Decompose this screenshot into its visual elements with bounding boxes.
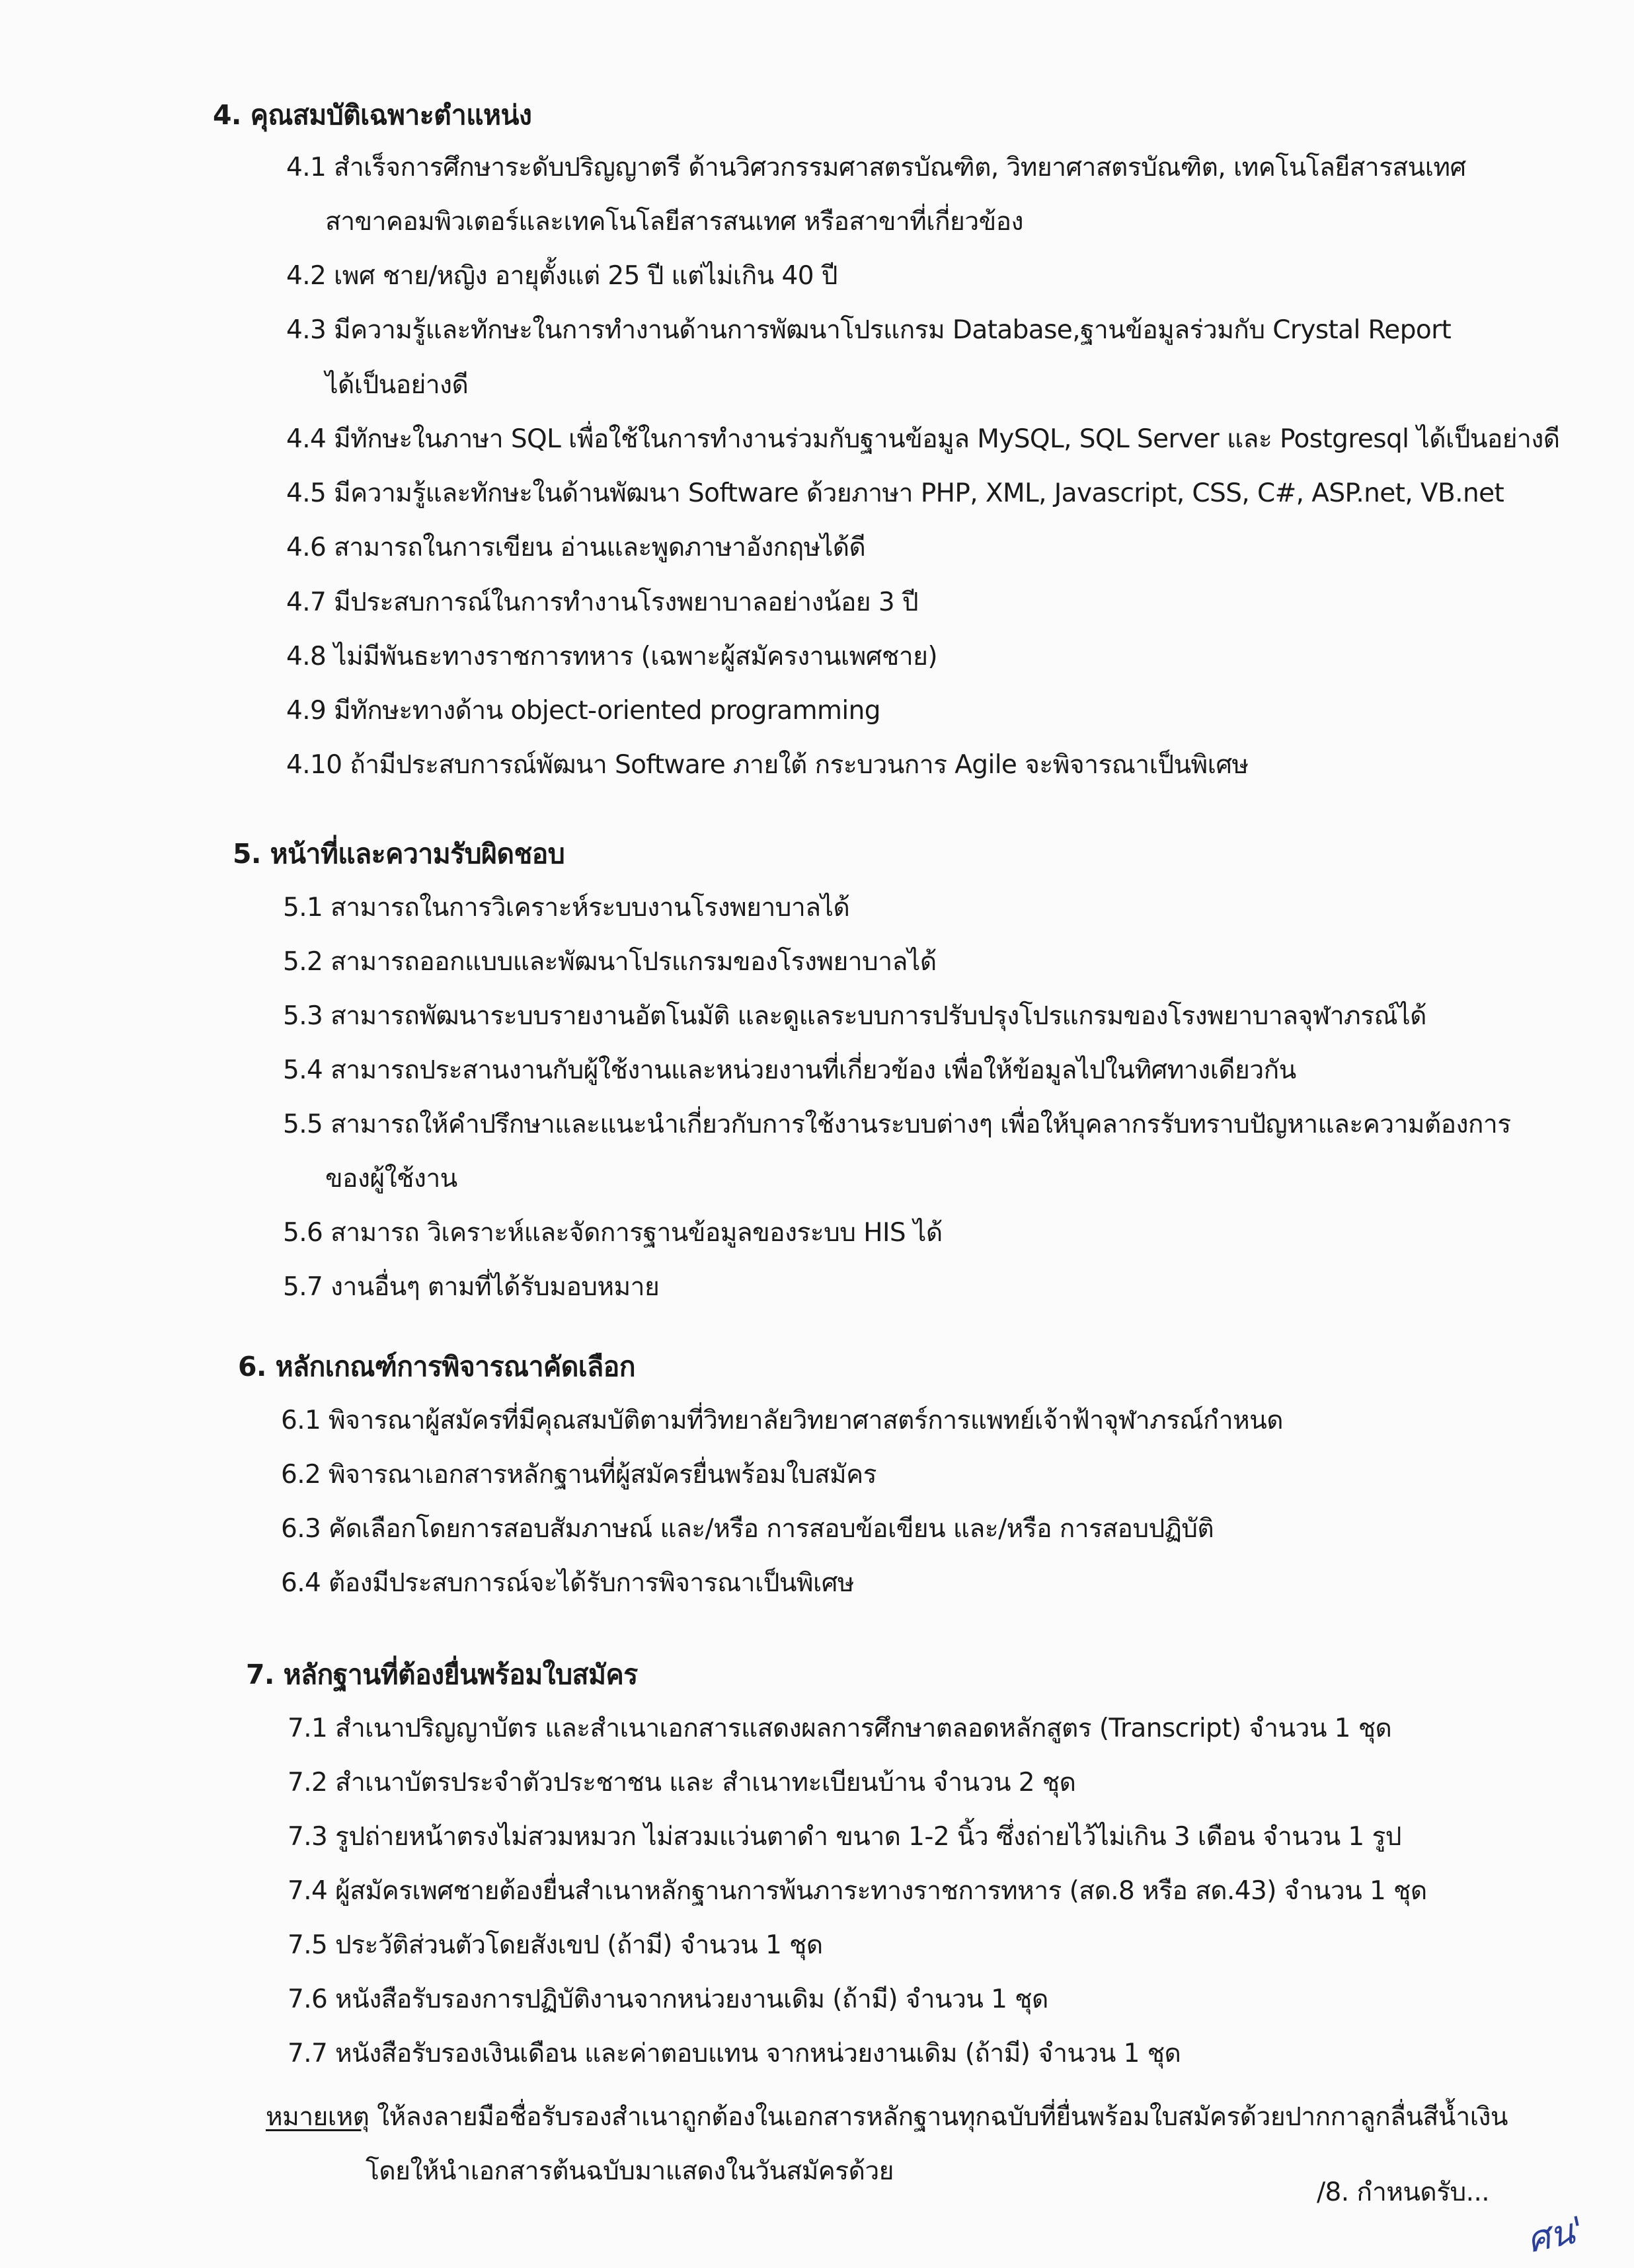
item-4-2: 4.2 เพศ ชาย/หญิง อายุตั้งแต่ 25 ปี แต่ไม่เกิน 40 ปี — [286, 261, 837, 291]
item-4-6: 4.6 สามารถในการเขียน อ่านและพูดภาษาอังกฤษได้ดี — [286, 533, 866, 562]
item-6-1: 6.1 พิจารณาผู้สมัครที่มีคุณสมบัติตามที่วิทยาลัยวิทยาศาสตร์การแพทย์เจ้าฟ้าจุฬาภรณ์กำหนด — [281, 1406, 1283, 1435]
section-7-heading: 7. หลักฐานที่ต้องยื่นพร้อมใบสมัคร — [246, 1659, 638, 1690]
item-7-6: 7.6 หนังสือรับรองการปฏิบัติงานจากหน่วยงานเดิม (ถ้ามี) จำนวน 1 ชุด — [288, 1984, 1048, 2014]
item-7-1: 7.1 สำเนาปริญญาบัตร และสำเนาเอกสารแสดงผลการศึกษาตลอดหลักสูตร (Transcript) จำนวน 1 ชุด — [288, 1714, 1392, 1743]
note-continuation: โดยให้นำเอกสารต้นฉบับมาแสดงในวันสมัครด้วย — [366, 2156, 894, 2186]
item-5-3: 5.3 สามารถพัฒนาระบบรายงานอัตโนมัติ และดูแลระบบการปรับปรุงโปรแกรมของโรงพยาบาลจุฬาภรณ์ได้ — [283, 1001, 1426, 1031]
note-line — [266, 2099, 1508, 2136]
item-5-5-cont: ของผู้ใช้งาน — [325, 1164, 457, 1193]
item-5-6: 5.6 สามารถ วิเคราะห์และจัดการฐานข้อมูลของระบบ HIS ได้ — [283, 1218, 943, 1248]
item-4-7: 4.7 มีประสบการณ์ในการทำงานโรงพยาบาลอย่างน้อย 3 ปี — [286, 587, 919, 617]
item-5-4: 5.4 สามารถประสานงานกับผู้ใช้งานและหน่วยงานที่เกี่ยวข้อง เพื่อให้ข้อมูลไปในทิศทางเดียวกัน — [283, 1055, 1296, 1085]
item-4-1: 4.1 สำเร็จการศึกษาระดับปริญญาตรี ด้านวิศวกรรมศาสตรบัณฑิต, วิทยาศาสตรบัณฑิต, เทคโนโลยีสารสนเทศ — [286, 153, 1466, 182]
item-5-1: 5.1 สามารถในการวิเคราะห์ระบบงานโรงพยาบาลได้ — [283, 893, 850, 923]
item-7-3: 7.3 รูปถ่ายหน้าตรงไม่สวมหมวก ไม่สวมแว่นตาดำ ขนาด 1-2 นิ้ว ซึ่งถ่ายไว้ไม่เกิน 3 เดือน จำนวน 1 รูป — [288, 1822, 1401, 1852]
item-4-5: 4.5 มีความรู้และทักษะในด้านพัฒนา Software ด้วยภาษา PHP, XML, Javascript, CSS, C#, ASP.net, VB.net — [286, 478, 1504, 508]
item-4-3: 4.3 มีความรู้และทักษะในการทำงานด้านการพัฒนาโปรแกรม Database,ฐานข้อมูลร่วมกับ Crystal Report — [286, 315, 1452, 345]
section-6-heading: 6. หลักเกณฑ์การพิจารณาคัดเลือก — [238, 1351, 635, 1382]
handwritten-initials: ศน' — [1523, 2208, 1588, 2261]
note-text: ให้ลงลายมือชื่อรับรองสำเนาถูกต้องในเอกสารหลักฐานทุกฉบับที่ยื่นพร้อมใบสมัครด้วยปากกาลูกลื่นสีน้ำเงิน — [369, 2102, 1508, 2132]
item-7-7: 7.7 หนังสือรับรองเงินเดือน และค่าตอบแทน จากหน่วยงานเดิม (ถ้ามี) จำนวน 1 ชุด — [288, 2039, 1181, 2068]
item-5-5: 5.5 สามารถให้คำปรึกษาและแนะนำเกี่ยวกับการใช้งานระบบต่างๆ เพื่อให้บุคลากรรับทราบปัญหาและความต้องการ — [283, 1110, 1511, 1139]
item-4-10: 4.10 ถ้ามีประสบการณ์พัฒนา Software ภายใต้ กระบวนการ Agile จะพิจารณาเป็นพิเศษ — [286, 750, 1249, 780]
item-4-9: 4.9 มีทักษะทางด้าน object-oriented programming — [286, 696, 880, 726]
item-6-4: 6.4 ต้องมีประสบการณ์จะได้รับการพิจารณาเป็นพิเศษ — [281, 1568, 855, 1598]
item-6-3: 6.3 คัดเลือกโดยการสอบสัมภาษณ์ และ/หรือ การสอบข้อเขียน และ/หรือ การสอบปฏิบัติ — [281, 1514, 1214, 1544]
next-page-reference: /8. กำหนดรับ... — [1317, 2177, 1490, 2207]
item-4-4: 4.4 มีทักษะในภาษา SQL เพื่อใช้ในการทำงานร่วมกับฐานข้อมูล MySQL, SQL Server และ Postgresql ได้เป็นอย่างดี — [286, 424, 1560, 454]
item-5-2: 5.2 สามารถออกแบบและพัฒนาโปรแกรมของโรงพยาบาลได้ — [283, 947, 937, 977]
note-label: หมายเหตุ — [266, 2102, 370, 2132]
item-7-5: 7.5 ประวัติส่วนตัวโดยสังเขป (ถ้ามี) จำนวน 1 ชุด — [288, 1930, 823, 1960]
item-6-2: 6.2 พิจารณาเอกสารหลักฐานที่ผู้สมัครยื่นพร้อมใบสมัคร — [281, 1460, 876, 1490]
item-4-1-cont: สาขาคอมพิวเตอร์และเทคโนโลยีสารสนเทศ หรือสาขาที่เกี่ยวข้อง — [325, 207, 1023, 237]
section-4-heading: 4. คุณสมบัติเฉพาะตำแหน่ง — [213, 99, 532, 131]
section-5-heading: 5. หน้าที่และความรับผิดชอบ — [233, 838, 565, 870]
item-5-7: 5.7 งานอื่นๆ ตามที่ได้รับมอบหมาย — [283, 1272, 660, 1302]
item-4-3-cont: ได้เป็นอย่างดี — [325, 370, 469, 400]
item-7-4: 7.4 ผู้สมัครเพศชายต้องยื่นสำเนาหลักฐานการพ้นภาระทางราชการทหาร (สด.8 หรือ สด.43) จำนวน 1 ชุด — [288, 1876, 1427, 1906]
item-4-8: 4.8 ไม่มีพันธะทางราชการทหาร (เฉพาะผู้สมัครงานเพศชาย) — [286, 642, 937, 671]
item-7-2: 7.2 สำเนาบัตรประจำตัวประชาชน และ สำเนาทะเบียนบ้าน จำนวน 2 ชุด — [288, 1768, 1076, 1797]
